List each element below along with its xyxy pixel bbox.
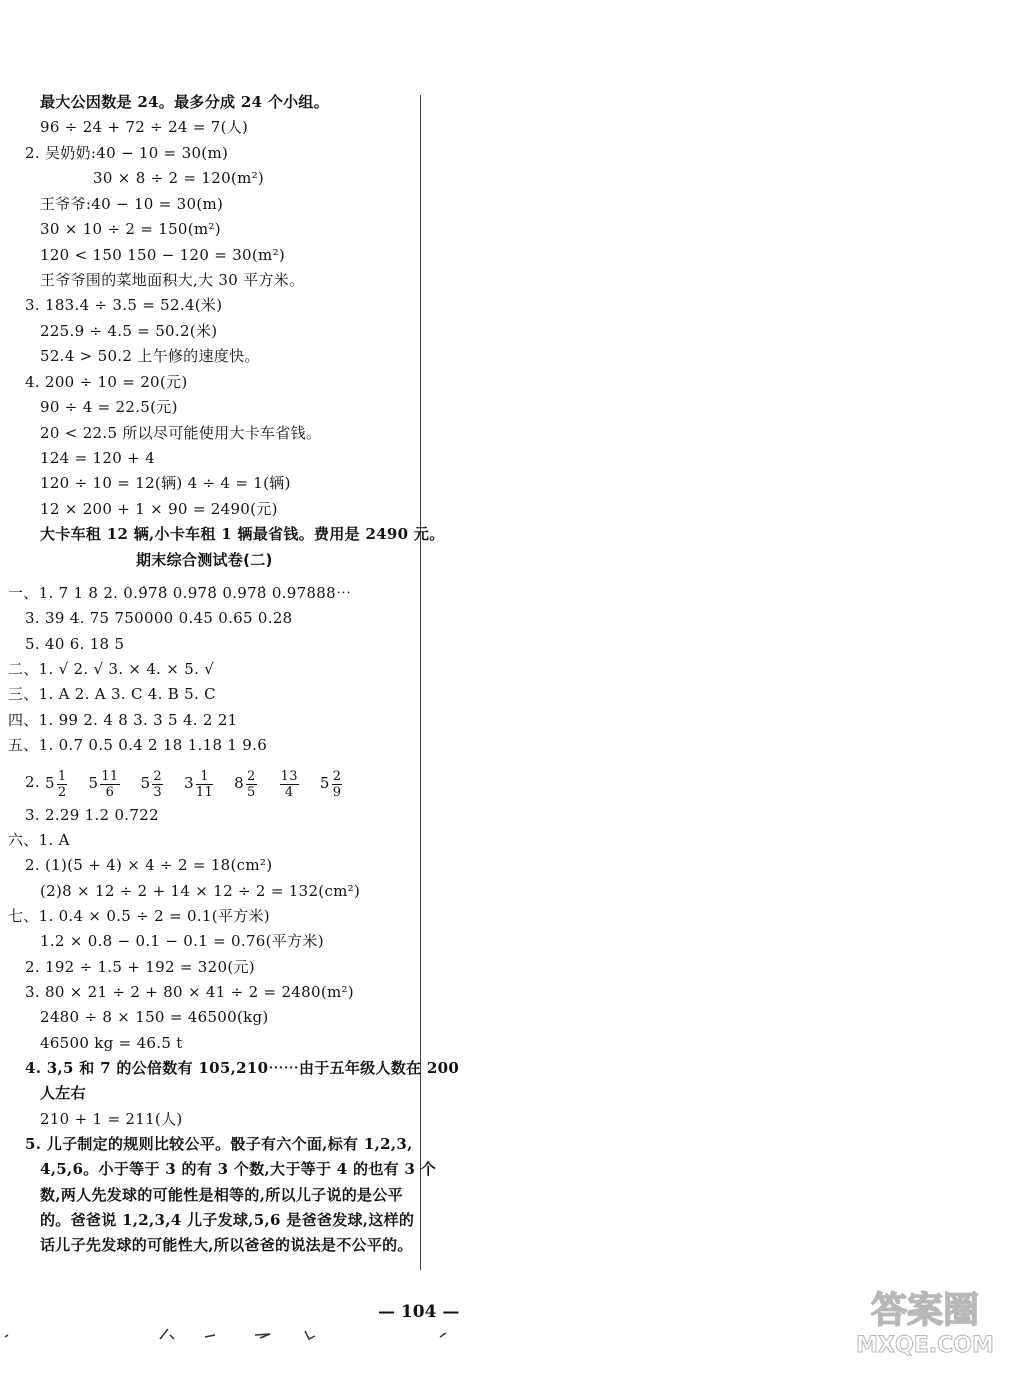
mixed-number: 5 $\frac{11}{6}$	[88, 768, 119, 800]
answer-line: 人左右	[40, 1084, 86, 1102]
column-divider	[420, 95, 421, 1270]
answer-line: 二、1. √ 2. √ 3. × 4. × 5. √	[8, 660, 215, 678]
answer-line: 最大公因数是 24。最多分成 24 个小组。	[40, 93, 330, 111]
mixed-number: 5 $\frac{2}{3}$	[140, 768, 162, 800]
answer-line: 3. 2.29 1.2 0.722	[25, 806, 159, 824]
answer-line: 96 ÷ 24 + 72 ÷ 24 = 7(人)	[40, 118, 249, 136]
answer-line: 数,两人先发球的可能性是相等的,所以儿子说的是公平	[40, 1186, 403, 1204]
mixed-number: $\frac{13}{4}$	[280, 768, 298, 800]
answer-line: 一、1. 7 1 8 2. 0.9̇78̇ 0.978̇ 0.978̇ 0.97888⋯	[8, 584, 352, 602]
answer-line: 大卡车租 12 辆,小卡车租 1 辆最省钱。费用是 2490 元。	[40, 525, 445, 543]
answer-line: 四、1. 99 2. 4 8 3. 3 5 4. 2 21	[8, 711, 238, 729]
answer-line: 90 ÷ 4 = 22.5(元)	[40, 398, 178, 416]
answer-line: 六、1. A	[8, 831, 70, 849]
answer-line: 2. 192 ÷ 1.5 + 192 = 320(元)	[25, 958, 255, 976]
answer-line: 五、1. 0.7 0.5 0.4 2 18 1.18 1 9.6	[8, 736, 268, 754]
answer-line: 王爷爷围的菜地面积大,大 30 平方米。	[40, 271, 305, 289]
answer-line: 46500 kg = 46.5 t	[40, 1034, 183, 1052]
mixed-number: 5 $\frac{2}{9}$	[319, 768, 342, 800]
answer-line: 20 < 22.5 所以尽可能使用大卡车省钱。	[40, 424, 322, 442]
answer-line: 七、1. 0.4 × 0.5 ÷ 2 = 0.1(平方米)	[8, 907, 270, 925]
answer-line: 30 × 8 ÷ 2 = 120(m²)	[93, 169, 265, 187]
answer-line: 52.4 > 50.2 上午修的速度快。	[40, 347, 260, 365]
answer-line: 2. (1)(5 + 4) × 4 ÷ 2 = 18(cm²)	[25, 856, 273, 874]
answer-line: 4. 200 ÷ 10 = 20(元)	[25, 373, 188, 391]
answer-line: 4. 3,5 和 7 的公倍数有 105,210⋯⋯由于五年级人数在 200	[25, 1059, 460, 1077]
answer-line: 3. 183.4 ÷ 3.5 = 52.4(米)	[25, 296, 223, 314]
answer-line: 话儿子先发球的可能性大,所以爸爸的说法是不公平的。	[40, 1236, 413, 1254]
answer-line: 3. 80 × 21 ÷ 2 + 80 × 41 ÷ 2 = 2480(m²)	[25, 983, 354, 1001]
answer-line: 120 < 150 150 − 120 = 30(m²)	[40, 246, 286, 264]
fraction-prefix: 2.	[25, 773, 40, 791]
answer-line: 1.2 × 0.8 − 0.1 − 0.1 = 0.76(平方米)	[40, 932, 324, 950]
answer-line: 三、1. A 2. A 3. C 4. B 5. C	[8, 685, 216, 703]
answer-line: 5. 儿子制定的规则比较公平。骰子有六个面,标有 1,2,3,	[25, 1135, 413, 1153]
answer-line: 的。爸爸说 1,2,3,4 儿子发球,5,6 是爸爸发球,这样的	[40, 1211, 415, 1229]
mixed-number: 3 $\frac{1}{11}$	[184, 768, 214, 800]
answer-line: 5. 40 6. 18 5	[25, 635, 125, 653]
answer-line: 2480 ÷ 8 × 150 = 46500(kg)	[40, 1008, 269, 1026]
answer-line: 225.9 ÷ 4.5 = 50.2(米)	[40, 322, 218, 340]
answer-line: 210 + 1 = 211(人)	[40, 1110, 183, 1128]
svg-text:MXQE.COM: MXQE.COM	[856, 1333, 994, 1358]
answer-line: 2. 吴奶奶:40 − 10 = 30(m)	[25, 144, 229, 162]
scan-artifacts	[0, 1325, 500, 1345]
mixed-number: 8 $\frac{2}{5}$	[234, 768, 256, 800]
answer-line: (2)8 × 12 ÷ 2 + 14 × 12 ÷ 2 = 132(cm²)	[40, 882, 361, 900]
answer-line: 30 × 10 ÷ 2 = 150(m²)	[40, 220, 221, 238]
fraction-answer-line	[25, 765, 358, 800]
answer-line: 王爷爷:40 − 10 = 30(m)	[40, 195, 224, 213]
page-number: — 104 —	[378, 1302, 460, 1322]
mixed-number: 5 $\frac{1}{2}$	[45, 768, 67, 800]
answer-line: 3. 39 4. 75 750000 0.45 0.65 0.28	[25, 609, 293, 627]
watermark-logo	[830, 1280, 1020, 1360]
answer-line: 120 ÷ 10 = 12(辆) 4 ÷ 4 = 1(辆)	[40, 474, 291, 492]
answer-line: 4,5,6。小于等于 3 的有 3 个数,大于等于 4 的也有 3 个	[40, 1160, 437, 1178]
answer-line: 12 × 200 + 1 × 90 = 2490(元)	[40, 500, 278, 518]
answer-line: 124 = 120 + 4	[40, 449, 155, 467]
section-title: 期末综合测试卷(二)	[136, 551, 273, 569]
svg-text:答案圈: 答案圈	[870, 1290, 980, 1331]
